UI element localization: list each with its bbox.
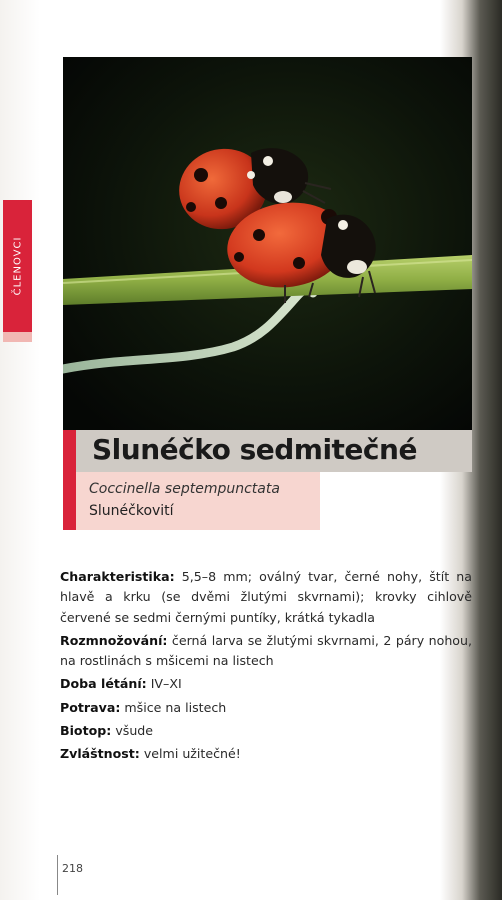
ladybird-illustration bbox=[63, 57, 472, 430]
section-text: IV–XI bbox=[150, 676, 182, 692]
section-label: Biotop: bbox=[60, 723, 112, 739]
section-characteristics bbox=[60, 567, 472, 628]
section-text: všude bbox=[115, 723, 154, 739]
section-special bbox=[60, 744, 472, 764]
section-label: Rozmnožování: bbox=[60, 632, 168, 648]
page-number-rule bbox=[57, 855, 58, 895]
section-tab-shadow bbox=[3, 332, 32, 342]
section-label: Charakteristika: bbox=[60, 569, 175, 584]
section-food bbox=[60, 698, 472, 718]
section-text: mšice na listech bbox=[124, 699, 227, 715]
ladybird-photo bbox=[63, 57, 472, 430]
section-tab-label: ČLENOVCI bbox=[12, 236, 24, 296]
section-label: Zvláštnost: bbox=[60, 746, 140, 762]
title-accent-bar bbox=[63, 430, 76, 530]
section-text: černá larva se žlutými skvrnami, 2 páry nohou, na rostlinách s mšicemi na listech bbox=[60, 632, 472, 669]
section-reproduction bbox=[60, 631, 472, 672]
page-number: 218 bbox=[62, 862, 83, 875]
section-biotope bbox=[60, 721, 472, 741]
section-text: velmi užitečné! bbox=[143, 746, 241, 762]
latin-name: Coccinella septempunctata bbox=[89, 481, 280, 497]
family-name: Slunéčkovití bbox=[89, 503, 174, 519]
section-flight bbox=[60, 674, 472, 694]
section-label: Potrava: bbox=[60, 699, 121, 715]
section-label: Doba létání: bbox=[60, 676, 147, 692]
species-title: Slunéčko sedmitečné bbox=[92, 433, 417, 466]
section-text: 5,5–8 mm; oválný tvar, černé nohy, štít na hlavě a krku (se dvěmi žlutými skvrnami); krovky cihlově červené se sedmi černými puntíky, krátká tykadla bbox=[60, 569, 472, 625]
species-description bbox=[60, 567, 472, 768]
